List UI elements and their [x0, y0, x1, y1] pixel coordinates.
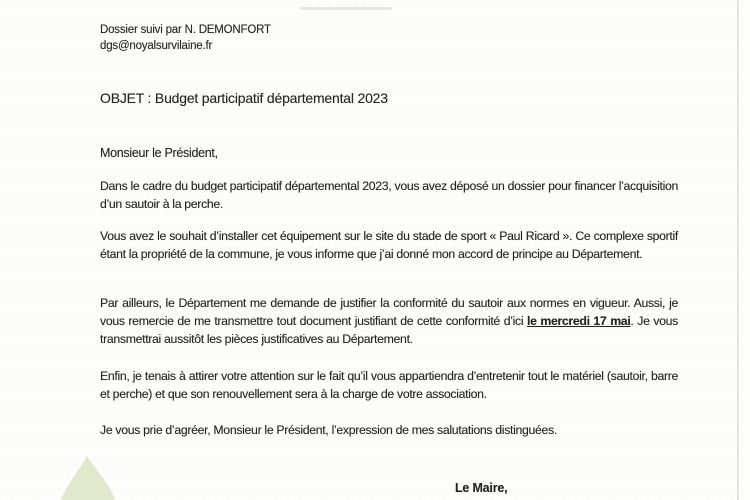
- dossier-contact-line: Dossier suivi par N. DEMONFORT: [100, 24, 271, 36]
- paragraph-conformity-before: Par ailleurs, le Département me demande de justifier la conformité du sautoir aux normes en vigueur. Aussi, je vous remercie de me transmettre tout document justifiant de cette conformité d’ici: [100, 296, 678, 328]
- subject-line: OBJET : Budget participatif départemental 2023: [100, 90, 388, 106]
- letter-header: [100, 22, 271, 54]
- paragraph-conformity-after: . Je vous transmettrai aussitôt les pièces justificatives au Département.: [100, 314, 678, 346]
- scan-paper-edge-line: [737, 0, 739, 500]
- closing-formula: Je vous prie d’agréer, Monsieur le Président, l’expression de mes salutations distinguées.: [100, 423, 557, 437]
- logo-leaf-path: [61, 456, 115, 500]
- deadline-emphasis: le mercredi 17 mai: [527, 314, 631, 328]
- signature-title: Le Maire,: [455, 481, 508, 495]
- paragraph-site-agreement: Vous avez le souhait d’installer cet équipement sur le site du stade de sport « Paul Ricard ». Ce complexe sportif étant la propriété de la commune, je vous informe que j’ai donné mon accord de principe au Département.: [100, 229, 678, 261]
- logo-leaf-shape: [57, 455, 118, 500]
- paragraph-maintenance-responsibility: Enfin, je tenais à attirer votre attention sur le fait qu’il vous appartiendra d’entretenir tout le matériel (sautoir, barre et perche) et que son renouvellement sera à la charge de votre association.: [100, 369, 678, 401]
- contact-email: dgs@noyalsurvilaine.fr: [100, 40, 213, 52]
- scan-smudge-artifact: [300, 7, 392, 10]
- paragraph-funding-request: Dans le cadre du budget participatif départemental 2023, vous avez déposé un dossier pour financer l’acquisition d’un sautoir à la perche.: [100, 179, 678, 211]
- salutation: Monsieur le Président,: [100, 146, 218, 160]
- paragraph-conformity-deadline: [100, 294, 678, 348]
